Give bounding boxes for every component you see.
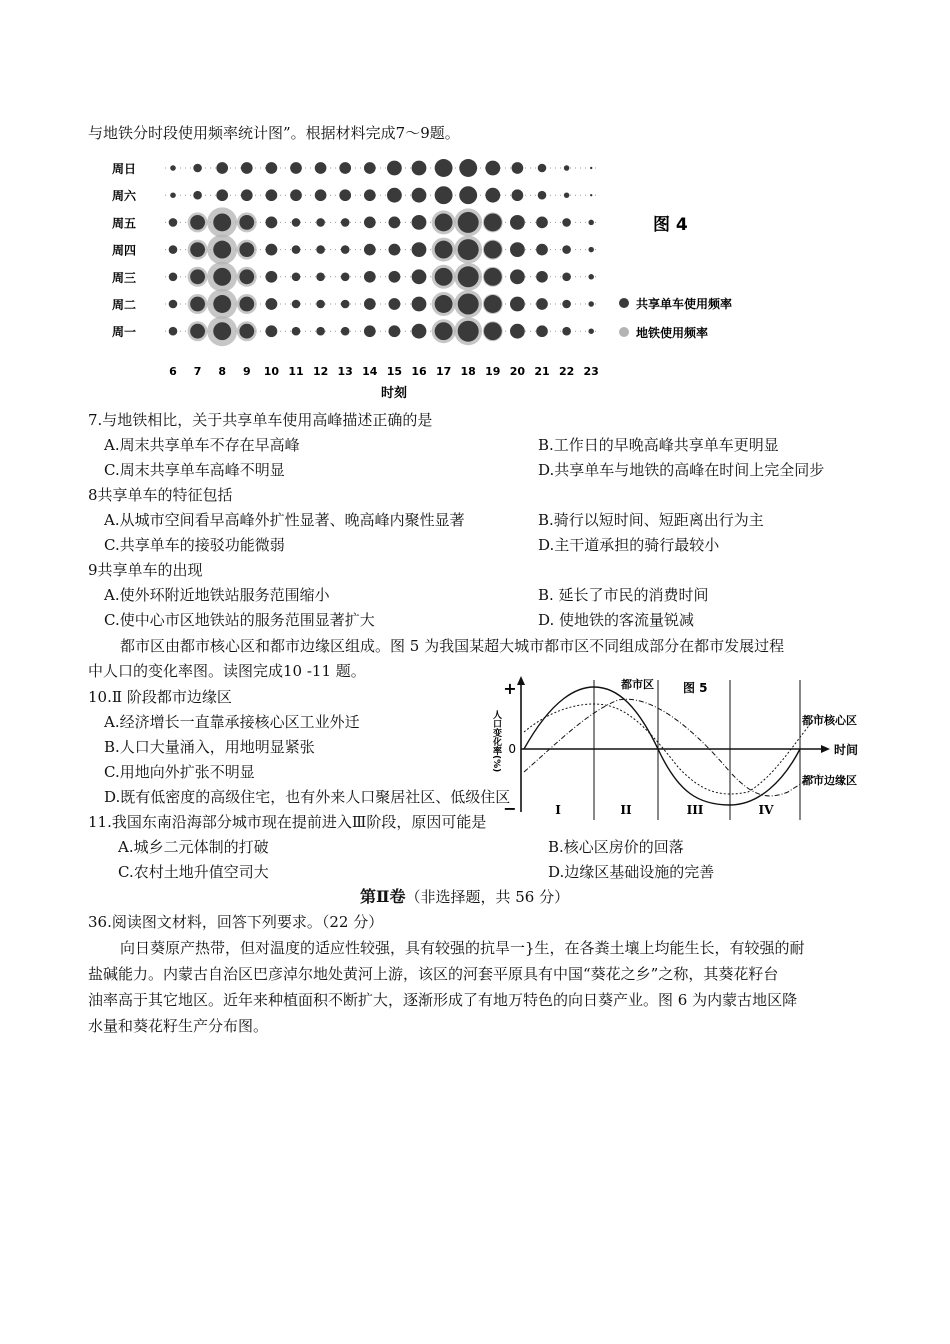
bike-bubble [170,165,176,171]
bike-bubble [315,162,327,174]
q11-option-d: D.边缘区基础设施的完善 [548,863,715,881]
bike-bubble [216,162,228,174]
fig5-curve-edge-label: 都市边缘区 [802,774,857,787]
q36-para-line2: 盐碱能力。内蒙古自治区巴彦淖尔地处黄河上游，该区的河套平原具有中国“葵花之乡”之称，其葵花籽台 [88,965,779,983]
bike-bubble [435,322,453,340]
bike-bubble [213,268,231,286]
bike-bubble [266,271,278,283]
bike-bubble [435,213,453,231]
fig4-day-label: 周二 [111,298,136,312]
bike-bubble [315,189,327,201]
bike-bubble [316,218,325,227]
fig5-stage-4: IV [758,803,774,817]
bike-bubble [459,186,477,204]
bike-bubble [588,247,594,253]
fig4-hour-label: 18 [460,365,476,378]
bike-bubble [562,327,571,336]
bike-bubble [239,297,254,312]
bike-bubble [389,325,401,337]
bike-bubble [190,242,205,257]
fig4-hour-label: 23 [583,365,599,378]
fig5-xlabel: 时间 [834,743,859,757]
bike-bubble [435,241,453,259]
bike-bubble [564,165,570,171]
q10-option-b: B.人口大量涌入，用地明显紧张 [104,738,315,756]
q11-stem: 11.我国东南沿海部分城市现在提前进入Ⅲ阶段，原因可能是 [88,813,487,831]
bike-bubble [412,324,427,339]
bike-bubble [510,297,525,312]
bike-bubble [213,213,231,231]
bike-bubble [590,194,592,196]
bike-bubble [588,220,594,226]
bike-bubble [389,244,401,256]
q36-para-line3: 油率高于其它地区。近年来种植面积不断扩大，逐渐形成了有地万特色的向日葵产业。图 6 为内蒙古地区降 [88,991,798,1009]
bike-bubble [213,241,231,259]
bike-bubble [316,327,325,336]
bike-bubble [435,268,453,286]
bike-bubble [387,161,402,176]
fig4-hour-label: 8 [218,365,227,378]
legend-metro-swatch [619,327,629,337]
bike-bubble [241,162,253,174]
bike-bubble [341,245,350,254]
bike-bubble [266,325,278,337]
bike-bubble [266,298,278,310]
fig4-hour-label: 19 [485,365,501,378]
bike-bubble [536,271,548,283]
fig4-day-label: 周五 [111,216,136,231]
q7-stem: 7.与地铁相比，关于共享单车使用高峰描述正确的是 [88,411,433,429]
fig4-day-label: 周三 [111,270,136,285]
bike-bubble [538,164,547,173]
bike-bubble [387,188,402,203]
bike-bubble [239,269,254,284]
bike-bubble [562,218,571,227]
bike-bubble [316,273,325,282]
bike-bubble [562,273,571,282]
q36-para-line1: 向日葵原产热带，但对温度的适应性较强，具有较强的抗旱一}生，在各粪土壤上均能生长，有较强的耐 [120,939,805,957]
q10-option-d: D.既有低密度的高级住宅，也有外来人口聚居社区、低级住区 [104,788,511,806]
bike-bubble [435,186,453,204]
q11-option-a: A.城乡二元体制的打破 [118,838,269,856]
fig4-hour-label: 12 [312,365,329,378]
bike-bubble [562,300,571,309]
q9-option-a: A.使外环附近地铁站服务范围缩小 [104,586,330,604]
bike-bubble [562,245,571,254]
bike-bubble [510,324,525,339]
legend-bike-swatch [619,298,629,308]
bike-bubble [169,273,178,282]
bike-bubble [339,162,351,174]
fig4-hour-label: 10 [263,365,280,378]
fig4-hour-label: 20 [509,365,526,378]
q11-option-b: B.核心区房价的回落 [548,838,684,856]
q7-option-b: B.工作日的早晚高峰共享单车更明显 [538,436,779,454]
fig4-day-label: 周日 [111,162,136,176]
bike-bubble [266,189,278,201]
fig5-label: 图 5 [683,681,708,695]
bike-bubble [341,327,350,336]
fig4-xlabel: 时刻 [380,386,408,401]
curve-metro-area [524,687,800,805]
legend-metro-label: 地铁使用频率 [636,326,709,340]
fig5-stage-1: I [555,803,561,817]
fig5-stage-2: II [620,803,632,817]
bike-bubble [458,212,479,233]
bike-bubble [364,162,376,174]
bike-bubble [536,325,548,337]
q7-option-a: A.周末共享单车不存在早高峰 [104,436,300,454]
bike-bubble [190,269,205,284]
bike-bubble [389,298,401,310]
bike-bubble [458,239,479,260]
bike-bubble [364,217,376,229]
bike-bubble [510,215,525,230]
section2-heading [360,887,569,907]
bike-bubble [459,159,477,177]
fig5-stage-3: III [686,803,704,817]
fig4-hour-label: 21 [534,365,550,378]
bike-bubble [339,189,351,201]
bike-bubble [364,325,376,337]
bike-bubble [484,241,502,259]
bike-bubble [364,298,376,310]
bike-bubble [435,159,453,177]
q11-option-c: C.农村土地升值空司大 [118,863,269,881]
bike-bubble [389,217,401,229]
bike-bubble [458,294,479,315]
bike-bubble [341,273,350,282]
bike-bubble [290,189,302,201]
bike-bubble [588,301,594,307]
bike-bubble [484,213,502,231]
legend-bike-label: 共享单车使用频率 [636,297,733,311]
bike-bubble [512,189,524,201]
bike-bubble [412,242,427,257]
bike-bubble [536,298,548,310]
q8-option-d: D.主干道承担的骑行最较小 [538,536,720,554]
bike-bubble [292,300,301,309]
bike-bubble [510,242,525,257]
section2-title: 第Ⅱ卷 [360,887,406,906]
bike-bubble [292,273,301,282]
q8-stem: 8共享单车的特征包括 [88,486,233,504]
fig4-hour-label: 7 [193,365,202,378]
q8-option-c: C.共享单车的接驳功能微弱 [104,536,285,554]
bike-bubble [216,189,228,201]
curve-edge [524,699,820,796]
intro-line: 与地铁分时段使用频率统计图”。根据材料完成7～9题。 [88,124,460,142]
bike-bubble [169,300,178,309]
q9-stem: 9共享单车的出现 [88,561,203,579]
fig4-hour-label: 9 [242,365,251,378]
q10-stem: 10.Ⅱ 阶段都市边缘区 [88,688,232,706]
q36-stem: 36.阅读图文材料，回答下列要求。（22 分） [88,913,384,931]
bike-bubble [412,297,427,312]
q10-option-a: A.经济增长一直靠承接核心区工业外迁 [104,713,360,731]
bike-bubble [412,215,427,230]
bike-bubble [512,162,524,174]
bike-bubble [364,271,376,283]
bike-bubble [193,191,202,200]
fig4-label: 图 4 [653,215,688,235]
fig4-hour-label: 15 [386,365,403,378]
bike-bubble [364,244,376,256]
bike-bubble [458,266,479,287]
bike-bubble [239,215,254,230]
bike-bubble [213,322,231,340]
fig5-zero: 0 [508,742,516,756]
bike-bubble [484,295,502,313]
bike-bubble [485,161,500,176]
bike-bubble [190,215,205,230]
bike-bubble [169,245,178,254]
q9-option-d: D. 使地铁的客流量锐减 [538,611,695,629]
bike-bubble [241,189,253,201]
bike-bubble [510,269,525,284]
q9-option-c: C.使中心市区地铁站的服务范围显著扩大 [104,611,375,629]
bike-bubble [316,300,325,309]
bike-bubble [292,245,301,254]
bike-bubble [169,327,178,336]
fig4-hour-label: 6 [169,365,177,378]
bike-bubble [266,162,278,174]
fig4-hour-label: 17 [435,365,452,378]
bike-bubble [564,192,570,198]
bike-bubble [412,161,427,176]
fig5-ylabel: 人口变化率(%) [491,710,501,773]
q8-option-b: B.骑行以短时间、短距离出行为主 [538,511,764,529]
bike-bubble [316,245,325,254]
fig4-hour-label: 22 [558,365,575,378]
bike-bubble [290,162,302,174]
bike-bubble [190,297,205,312]
passage2-line1: 都市区由都市核心区和都市边缘区组成。图 5 为我国某超大城市都市区不同组成部分在都市发展过程 [120,637,785,655]
bike-bubble [364,189,376,201]
bike-bubble [484,322,502,340]
figure-5-line-chart [488,672,878,822]
bike-bubble [590,167,592,169]
q7-option-d: D.共享单车与地铁的高峰在时间上完全同步 [538,461,825,479]
section2-subtitle: （非选择题，共 56 分） [405,888,570,906]
fig4-hour-label: 11 [288,365,304,378]
q8-option-a: A.从城市空间看早高峰外扩性显著、晚高峰内聚性显著 [104,511,465,529]
bike-bubble [485,188,500,203]
bike-bubble [389,271,401,283]
bike-bubble [588,328,594,334]
fig4-hour-label: 16 [411,365,427,378]
fig4-hour-label: 13 [337,365,353,378]
bike-bubble [341,218,350,227]
q10-option-c: C.用地向外扩张不明显 [104,763,255,781]
fig5-minus: − [503,799,517,818]
fig4-day-label: 周四 [111,243,136,258]
bike-bubble [190,324,205,339]
bike-bubble [292,327,301,336]
bike-bubble [292,218,301,227]
q9-option-b: B. 延长了市民的消费时间 [538,586,709,604]
bike-bubble [412,188,427,203]
fig5-curve-metro-label: 都市区 [621,678,654,691]
passage2-line2: 中人口的变化率图。读图完成10 -11 题。 [88,662,366,680]
bike-bubble [193,164,202,173]
fig4-day-label: 周一 [111,325,136,340]
bike-bubble [170,192,176,198]
bike-bubble [239,324,254,339]
bike-bubble [536,217,548,229]
q7-option-c: C.周末共享单车高峰不明显 [104,461,285,479]
bike-bubble [538,191,547,200]
figure-4-bubble-chart [110,150,760,405]
fig4-day-label: 周六 [111,189,136,204]
bike-bubble [266,244,278,256]
bike-bubble [588,274,594,280]
bike-bubble [239,242,254,257]
q36-para-line4: 水量和葵花籽生产分布图。 [88,1017,269,1035]
bike-bubble [213,295,231,313]
fig5-plus: + [503,679,517,698]
fig4-hour-label: 14 [362,365,378,378]
bike-bubble [484,268,502,286]
bike-bubble [412,269,427,284]
fig5-curve-core-label: 都市核心区 [802,714,857,727]
bike-bubble [536,244,548,256]
bike-bubble [266,217,278,229]
bike-bubble [458,321,479,342]
bike-bubble [435,295,453,313]
bike-bubble [341,300,350,309]
bike-bubble [169,218,178,227]
